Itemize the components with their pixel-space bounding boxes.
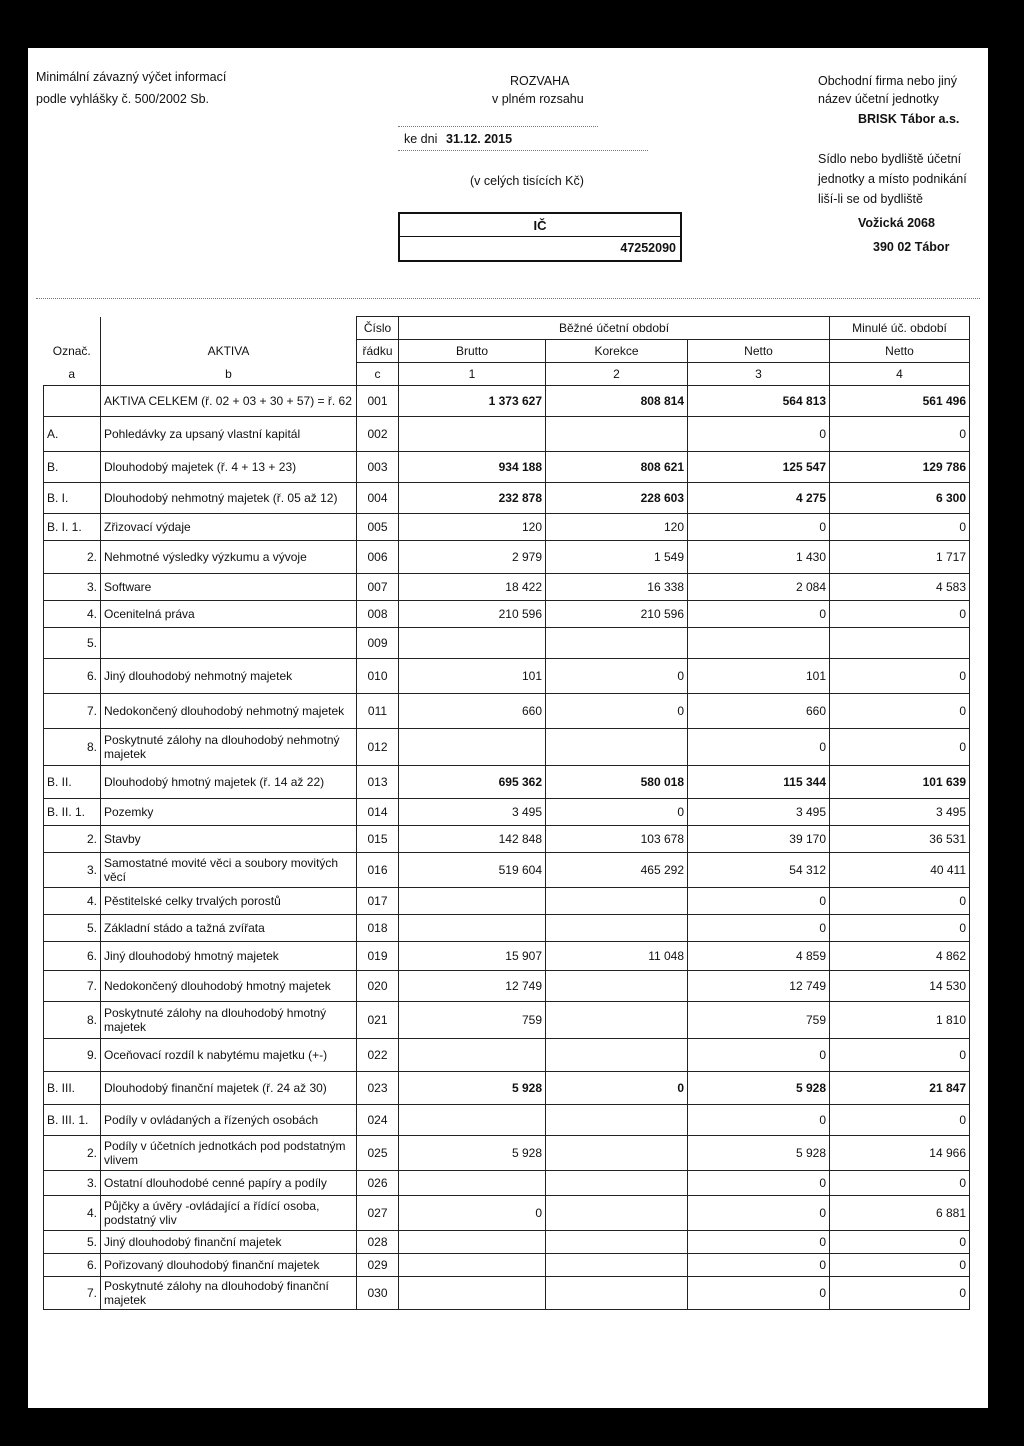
row-number: 022	[357, 1039, 399, 1072]
prev-netto-value: 0	[830, 1171, 970, 1196]
prev-netto-value: 101 639	[830, 766, 970, 799]
row-code: 7.	[44, 694, 101, 729]
address-city: 390 02 Tábor	[873, 240, 950, 254]
row-code: B. II.	[44, 766, 101, 799]
date-label: ke dni	[404, 132, 438, 146]
korekce-value: 808 621	[546, 452, 688, 483]
row-number: 017	[357, 888, 399, 915]
row-number: 004	[357, 483, 399, 514]
netto-value: 4 859	[688, 942, 830, 971]
letter-b: b	[101, 363, 357, 386]
prev-netto-value: 3 495	[830, 799, 970, 826]
ico-label: IČ	[400, 216, 680, 237]
korekce-value: 1 549	[546, 541, 688, 574]
row-code: 2.	[44, 826, 101, 853]
current-period-header: Běžné účetní období	[399, 317, 830, 340]
korekce-value: 0	[546, 659, 688, 694]
row-label: Pořizovaný dlouhodobý finanční majetek	[101, 1254, 357, 1277]
row-number: 012	[357, 729, 399, 766]
row-label: Nedokončený dlouhodobý nehmotný majetek	[101, 694, 357, 729]
brutto-value	[399, 1231, 546, 1254]
prev-netto-value: 0	[830, 601, 970, 628]
table-row	[44, 888, 970, 915]
row-number: 018	[357, 915, 399, 942]
netto-value: 12 749	[688, 971, 830, 1002]
row-label: Poskytnuté zálohy na dlouhodobý finanční majetek	[101, 1277, 357, 1310]
firm-label-line2: název účetní jednotky	[818, 92, 939, 106]
korekce-value: 11 048	[546, 942, 688, 971]
letter-a: a	[44, 363, 101, 386]
prev-netto-value: 0	[830, 915, 970, 942]
previous-period-header: Minulé úč. období	[830, 317, 970, 340]
table-row	[44, 1254, 970, 1277]
row-number: 015	[357, 826, 399, 853]
row-code: 3.	[44, 853, 101, 888]
prev-netto-value: 0	[830, 694, 970, 729]
brutto-value	[399, 1254, 546, 1277]
row-number: 007	[357, 574, 399, 601]
table-row	[44, 826, 970, 853]
row-number: 021	[357, 1002, 399, 1039]
row-code: 2.	[44, 1136, 101, 1171]
row-number: 024	[357, 1105, 399, 1136]
row-code	[44, 386, 101, 417]
korekce-value	[546, 1136, 688, 1171]
netto-value: 0	[688, 915, 830, 942]
brutto-value: 759	[399, 1002, 546, 1039]
prev-netto-value: 561 496	[830, 386, 970, 417]
row-number: 011	[357, 694, 399, 729]
row-code: 4.	[44, 1196, 101, 1231]
netto-value: 660	[688, 694, 830, 729]
brutto-header: Brutto	[399, 340, 546, 363]
korekce-value: 228 603	[546, 483, 688, 514]
korekce-value	[546, 1254, 688, 1277]
seat-label-line3: liší-li se od bydliště	[818, 192, 923, 206]
korekce-value	[546, 1171, 688, 1196]
line-header-top: Číslo	[357, 317, 399, 340]
legal-basis-line2: podle vyhlášky č. 500/2002 Sb.	[36, 92, 210, 106]
brutto-value	[399, 888, 546, 915]
table-row	[44, 452, 970, 483]
row-code: B. I. 1.	[44, 514, 101, 541]
netto-value: 4 275	[688, 483, 830, 514]
row-code: B. II. 1.	[44, 799, 101, 826]
netto-value: 0	[688, 1171, 830, 1196]
row-code: 9.	[44, 1039, 101, 1072]
row-label: Dlouhodobý hmotný majetek (ř. 14 až 22)	[101, 766, 357, 799]
brutto-value: 2 979	[399, 541, 546, 574]
date-value: 31.12. 2015	[446, 132, 513, 146]
row-code: 6.	[44, 1254, 101, 1277]
firm-label-line1: Obchodní firma nebo jiný	[818, 74, 957, 88]
brutto-value: 934 188	[399, 452, 546, 483]
brutto-value: 12 749	[399, 971, 546, 1002]
prev-netto-value: 0	[830, 1277, 970, 1310]
brutto-value	[399, 1105, 546, 1136]
korekce-value: 210 596	[546, 601, 688, 628]
row-label: Dlouhodobý finanční majetek (ř. 24 až 30)	[101, 1072, 357, 1105]
table-row	[44, 1231, 970, 1254]
korekce-value	[546, 1002, 688, 1039]
row-number: 028	[357, 1231, 399, 1254]
row-label: Základní stádo a tažná zvířata	[101, 915, 357, 942]
table-row	[44, 514, 970, 541]
brutto-value: 0	[399, 1196, 546, 1231]
divider-line	[36, 298, 980, 299]
row-label: Dlouhodobý nehmotný majetek (ř. 05 až 12)	[101, 483, 357, 514]
brutto-value	[399, 1277, 546, 1310]
netto-value: 1 430	[688, 541, 830, 574]
row-number: 009	[357, 628, 399, 659]
table-row	[44, 766, 970, 799]
korekce-value	[546, 1039, 688, 1072]
row-number: 005	[357, 514, 399, 541]
table-row	[44, 1039, 970, 1072]
assets-table	[43, 316, 970, 1310]
col-num-3: 3	[688, 363, 830, 386]
brutto-value: 1 373 627	[399, 386, 546, 417]
prev-netto-value: 1 717	[830, 541, 970, 574]
prev-netto-value: 0	[830, 1039, 970, 1072]
row-number: 026	[357, 1171, 399, 1196]
row-code: 6.	[44, 659, 101, 694]
table-row	[44, 1171, 970, 1196]
table-row	[44, 1002, 970, 1039]
netto-value: 0	[688, 417, 830, 452]
brutto-value: 660	[399, 694, 546, 729]
prev-netto-value: 4 583	[830, 574, 970, 601]
prev-netto-value: 0	[830, 729, 970, 766]
prev-netto-value: 0	[830, 417, 970, 452]
netto-value: 39 170	[688, 826, 830, 853]
netto-value: 101	[688, 659, 830, 694]
row-number: 001	[357, 386, 399, 417]
netto-value: 5 928	[688, 1136, 830, 1171]
units-note: (v celých tisících Kč)	[470, 174, 584, 188]
table-row	[44, 853, 970, 888]
address-street: Vožická 2068	[858, 216, 935, 230]
prev-netto-value	[830, 628, 970, 659]
brutto-value: 5 928	[399, 1072, 546, 1105]
korekce-value	[546, 1277, 688, 1310]
netto-value: 0	[688, 1254, 830, 1277]
col-num-1: 1	[399, 363, 546, 386]
row-code: A.	[44, 417, 101, 452]
netto-value: 0	[688, 888, 830, 915]
row-code: 6.	[44, 942, 101, 971]
col-num-4: 4	[830, 363, 970, 386]
brutto-value	[399, 1171, 546, 1196]
netto-header: Netto	[688, 340, 830, 363]
netto-prev-header: Netto	[830, 340, 970, 363]
row-label: Oceňovací rozdíl k nabytému majetku (+-)	[101, 1039, 357, 1072]
prev-netto-value: 14 966	[830, 1136, 970, 1171]
brutto-value: 142 848	[399, 826, 546, 853]
netto-value: 5 928	[688, 1072, 830, 1105]
row-label: Ocenitelná práva	[101, 601, 357, 628]
row-code: 5.	[44, 628, 101, 659]
row-label: Jiný dlouhodobý finanční majetek	[101, 1231, 357, 1254]
line-header-bottom: řádku	[357, 340, 399, 363]
korekce-value: 0	[546, 1072, 688, 1105]
korekce-value: 103 678	[546, 826, 688, 853]
row-code: 5.	[44, 915, 101, 942]
row-code: B. I.	[44, 483, 101, 514]
row-label: Samostatné movité věci a soubory movitých věcí	[101, 853, 357, 888]
table-row	[44, 483, 970, 514]
netto-value: 759	[688, 1002, 830, 1039]
table-row	[44, 417, 970, 452]
row-number: 027	[357, 1196, 399, 1231]
table-row	[44, 386, 970, 417]
brutto-value	[399, 417, 546, 452]
row-code: 2.	[44, 541, 101, 574]
prev-netto-value: 129 786	[830, 452, 970, 483]
row-number: 023	[357, 1072, 399, 1105]
row-number: 006	[357, 541, 399, 574]
prev-netto-value: 21 847	[830, 1072, 970, 1105]
row-label: Ostatní dlouhodobé cenné papíry a podíly	[101, 1171, 357, 1196]
brutto-value: 3 495	[399, 799, 546, 826]
korekce-value: 16 338	[546, 574, 688, 601]
row-number: 029	[357, 1254, 399, 1277]
netto-value: 0	[688, 1196, 830, 1231]
netto-value: 0	[688, 1277, 830, 1310]
table-row	[44, 1136, 970, 1171]
row-label: Dlouhodobý majetek (ř. 4 + 13 + 23)	[101, 452, 357, 483]
row-number: 002	[357, 417, 399, 452]
korekce-value	[546, 971, 688, 1002]
row-code: 5.	[44, 1231, 101, 1254]
row-code: 4.	[44, 601, 101, 628]
row-label: Podíly v ovládaných a řízených osobách	[101, 1105, 357, 1136]
row-label: Nedokončený dlouhodobý hmotný majetek	[101, 971, 357, 1002]
korekce-value: 120	[546, 514, 688, 541]
table-body	[44, 386, 970, 1310]
row-code: 3.	[44, 574, 101, 601]
prev-netto-value: 0	[830, 514, 970, 541]
brutto-value	[399, 628, 546, 659]
prev-netto-value: 0	[830, 1105, 970, 1136]
prev-netto-value: 6 881	[830, 1196, 970, 1231]
row-label: Zřizovací výdaje	[101, 514, 357, 541]
ico-value: 47252090	[620, 241, 676, 255]
netto-value: 564 813	[688, 386, 830, 417]
divider-line	[398, 126, 598, 127]
row-code: 7.	[44, 971, 101, 1002]
table-row	[44, 659, 970, 694]
document-subtitle: v plném rozsahu	[492, 92, 584, 106]
table-row	[44, 915, 970, 942]
prev-netto-value: 1 810	[830, 1002, 970, 1039]
row-code: B. III.	[44, 1072, 101, 1105]
row-label: Jiný dlouhodobý hmotný majetek	[101, 942, 357, 971]
korekce-value: 465 292	[546, 853, 688, 888]
netto-value: 3 495	[688, 799, 830, 826]
row-label: AKTIVA CELKEM (ř. 02 + 03 + 30 + 57) = ř. 62	[101, 386, 357, 417]
netto-value: 0	[688, 1105, 830, 1136]
row-code: B. III. 1.	[44, 1105, 101, 1136]
netto-value: 2 084	[688, 574, 830, 601]
table-row	[44, 799, 970, 826]
korekce-value	[546, 729, 688, 766]
divider-line	[398, 150, 648, 151]
prev-netto-value: 0	[830, 1231, 970, 1254]
brutto-value: 5 928	[399, 1136, 546, 1171]
table-row	[44, 1196, 970, 1231]
korekce-value	[546, 888, 688, 915]
row-number: 014	[357, 799, 399, 826]
row-label: Nehmotné výsledky výzkumu a vývoje	[101, 541, 357, 574]
table-row	[44, 729, 970, 766]
prev-netto-value: 0	[830, 1254, 970, 1277]
seat-label-line2: jednotky a místo podnikání	[818, 172, 967, 186]
table-row	[44, 601, 970, 628]
netto-value: 0	[688, 601, 830, 628]
table-row	[44, 1105, 970, 1136]
row-number: 030	[357, 1277, 399, 1310]
row-label: Software	[101, 574, 357, 601]
korekce-header: Korekce	[546, 340, 688, 363]
assets-header: AKTIVA	[101, 340, 357, 363]
table-row	[44, 574, 970, 601]
korekce-value: 808 814	[546, 386, 688, 417]
row-label: Poskytnuté zálohy na dlouhodobý hmotný majetek	[101, 1002, 357, 1039]
row-label: Podíly v účetních jednotkách pod podstatným vlivem	[101, 1136, 357, 1171]
brutto-value: 210 596	[399, 601, 546, 628]
brutto-value: 695 362	[399, 766, 546, 799]
row-number: 003	[357, 452, 399, 483]
row-number: 019	[357, 942, 399, 971]
letter-c: c	[357, 363, 399, 386]
prev-netto-value: 0	[830, 659, 970, 694]
korekce-value: 580 018	[546, 766, 688, 799]
row-code: B.	[44, 452, 101, 483]
brutto-value	[399, 729, 546, 766]
netto-value: 125 547	[688, 452, 830, 483]
code-header: Označ.	[44, 340, 101, 363]
table-row	[44, 942, 970, 971]
row-code: 4.	[44, 888, 101, 915]
korekce-value	[546, 1231, 688, 1254]
korekce-value	[546, 1196, 688, 1231]
row-label: Poskytnuté zálohy na dlouhodobý nehmotný majetek	[101, 729, 357, 766]
brutto-value: 519 604	[399, 853, 546, 888]
brutto-value	[399, 915, 546, 942]
brutto-value: 101	[399, 659, 546, 694]
table-row	[44, 971, 970, 1002]
balance-sheet-page	[28, 48, 988, 1408]
row-label: Pozemky	[101, 799, 357, 826]
row-label: Půjčky a úvěry -ovládající a řídící osoba, podstatný vliv	[101, 1196, 357, 1231]
prev-netto-value: 0	[830, 888, 970, 915]
netto-value: 115 344	[688, 766, 830, 799]
brutto-value: 232 878	[399, 483, 546, 514]
row-number: 008	[357, 601, 399, 628]
ico-box	[398, 212, 682, 262]
table-row	[44, 541, 970, 574]
firm-name: BRISK Tábor a.s.	[858, 112, 960, 126]
brutto-value: 18 422	[399, 574, 546, 601]
prev-netto-value: 4 862	[830, 942, 970, 971]
table-row	[44, 628, 970, 659]
table-row	[44, 1072, 970, 1105]
row-number: 016	[357, 853, 399, 888]
row-number: 010	[357, 659, 399, 694]
row-label	[101, 628, 357, 659]
korekce-value	[546, 628, 688, 659]
netto-value: 54 312	[688, 853, 830, 888]
document-title: ROZVAHA	[510, 74, 570, 88]
legal-basis-line1: Minimální závazný výčet informací	[36, 70, 227, 84]
row-label: Stavby	[101, 826, 357, 853]
prev-netto-value: 6 300	[830, 483, 970, 514]
table-row	[44, 694, 970, 729]
netto-value	[688, 628, 830, 659]
brutto-value	[399, 1039, 546, 1072]
row-label: Pěstitelské celky trvalých porostů	[101, 888, 357, 915]
korekce-value	[546, 417, 688, 452]
korekce-value: 0	[546, 799, 688, 826]
row-number: 025	[357, 1136, 399, 1171]
row-code: 7.	[44, 1277, 101, 1310]
row-label: Jiný dlouhodobý nehmotný majetek	[101, 659, 357, 694]
row-number: 013	[357, 766, 399, 799]
row-code: 3.	[44, 1171, 101, 1196]
prev-netto-value: 40 411	[830, 853, 970, 888]
prev-netto-value: 36 531	[830, 826, 970, 853]
brutto-value: 15 907	[399, 942, 546, 971]
korekce-value: 0	[546, 694, 688, 729]
netto-value: 0	[688, 1231, 830, 1254]
netto-value: 0	[688, 514, 830, 541]
row-code: 8.	[44, 1002, 101, 1039]
korekce-value	[546, 915, 688, 942]
row-number: 020	[357, 971, 399, 1002]
table-row	[44, 1277, 970, 1310]
row-code: 8.	[44, 729, 101, 766]
netto-value: 0	[688, 1039, 830, 1072]
seat-label-line1: Sídlo nebo bydliště účetní	[818, 152, 962, 166]
korekce-value	[546, 1105, 688, 1136]
col-num-2: 2	[546, 363, 688, 386]
brutto-value: 120	[399, 514, 546, 541]
row-label: Pohledávky za upsaný vlastní kapitál	[101, 417, 357, 452]
prev-netto-value: 14 530	[830, 971, 970, 1002]
netto-value: 0	[688, 729, 830, 766]
